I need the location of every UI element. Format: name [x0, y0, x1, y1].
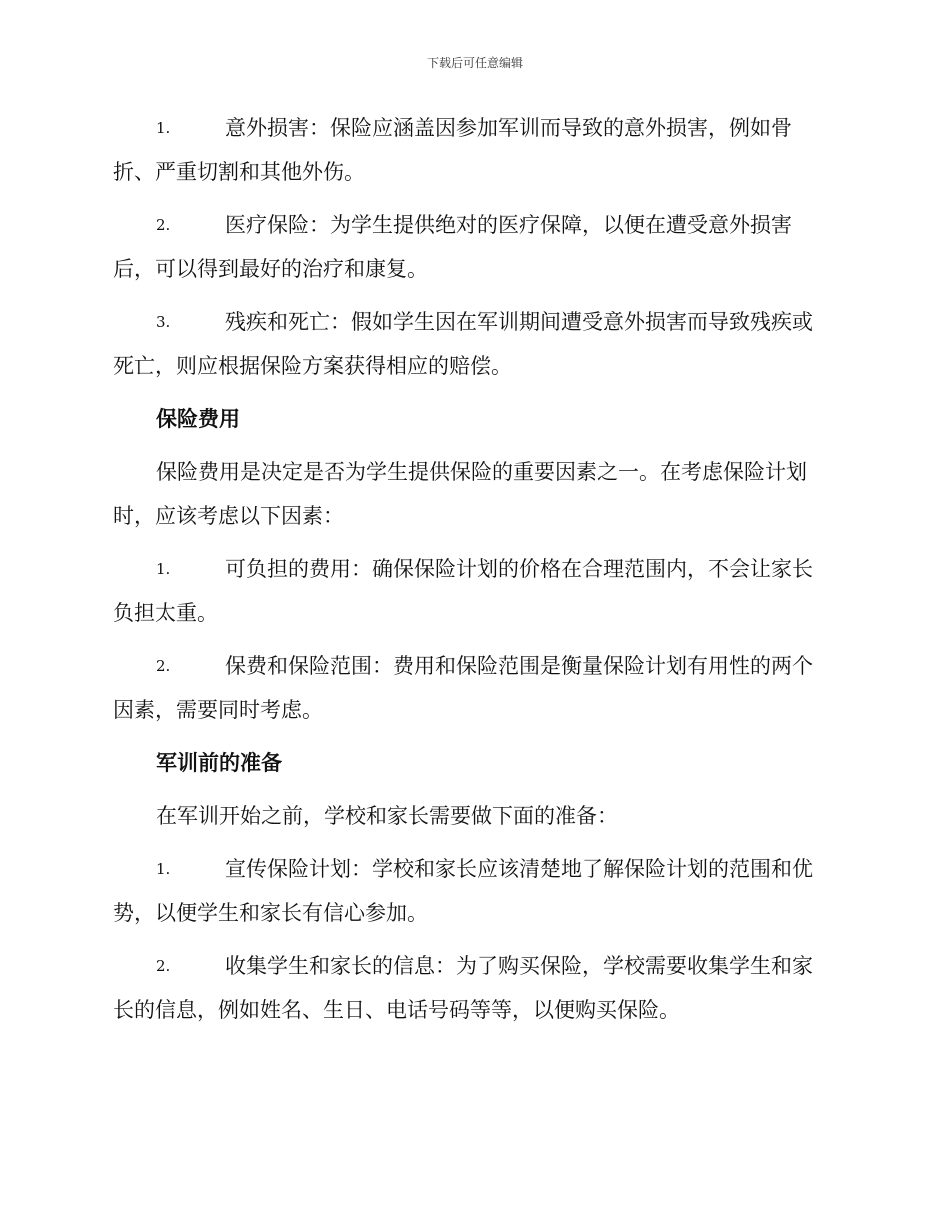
list-item-disability: [113, 300, 835, 388]
document-body: [113, 106, 835, 1041]
list-item-text: 医疗保险：为学生提供绝对的医疗保障，以便在遭受意外损害: [225, 213, 792, 237]
list-item-text: 意外损害：保险应涵盖因参加军训而导致的意外损害，例如骨: [225, 116, 792, 140]
section-heading-preparation: 军训前的准备: [156, 750, 282, 775]
paragraph-cost-intro: [113, 450, 835, 538]
list-item-accident: [113, 106, 835, 194]
section-heading-cost: 保险费用: [156, 406, 240, 431]
list-item-text-continued: 长的信息，例如姓名、生日、电话号码等等，以便购买保险。: [113, 998, 680, 1022]
list-number: 1.: [156, 560, 171, 578]
list-item-text-continued: 折、严重切割和其他外伤。: [113, 160, 365, 184]
paragraph-preparation-intro: 在军训开始之前，学校和家长需要做下面的准备：: [156, 804, 618, 828]
list-item-text: 可负担的费用：确保保险计划的价格在合理范围内，不会让家长: [225, 557, 813, 581]
list-item-text: 残疾和死亡：假如学生因在军训期间遭受意外损害而导致残疾或: [225, 310, 813, 334]
list-item-text-continued: 因素，需要同时考虑。: [113, 698, 323, 722]
list-number: 2.: [156, 657, 171, 675]
list-number: 1.: [156, 860, 171, 878]
paragraph-text: 保险费用是决定是否为学生提供保险的重要因素之一。在考虑保险计划: [156, 460, 807, 484]
list-number: 2.: [156, 216, 171, 234]
list-item-promote-plan: [113, 847, 835, 935]
list-item-collect-info: [113, 944, 835, 1032]
list-item-affordable: [113, 547, 835, 635]
list-item-text-continued: 负担太重。: [113, 601, 218, 625]
list-item-premium-coverage: [113, 644, 835, 732]
list-item-text-continued: 死亡，则应根据保险方案获得相应的赔偿。: [113, 354, 512, 378]
list-item-text-continued: 势，以便学生和家长有信心参加。: [113, 901, 428, 925]
list-number: 3.: [156, 313, 171, 331]
page-header: 下载后可任意编辑: [426, 56, 523, 70]
list-item-text-continued: 后，可以得到最好的治疗和康复。: [113, 257, 428, 281]
paragraph-text-continued: 时，应该考虑以下因素：: [113, 504, 344, 528]
list-item-text: 收集学生和家长的信息：为了购买保险，学校需要收集学生和家: [225, 954, 813, 978]
list-number: 2.: [156, 957, 171, 975]
list-number: 1.: [156, 119, 171, 137]
list-item-text: 保费和保险范围：费用和保险范围是衡量保险计划有用性的两个: [225, 654, 813, 678]
list-item-text: 宣传保险计划：学校和家长应该清楚地了解保险计划的范围和优: [225, 857, 813, 881]
list-item-medical: [113, 203, 835, 291]
